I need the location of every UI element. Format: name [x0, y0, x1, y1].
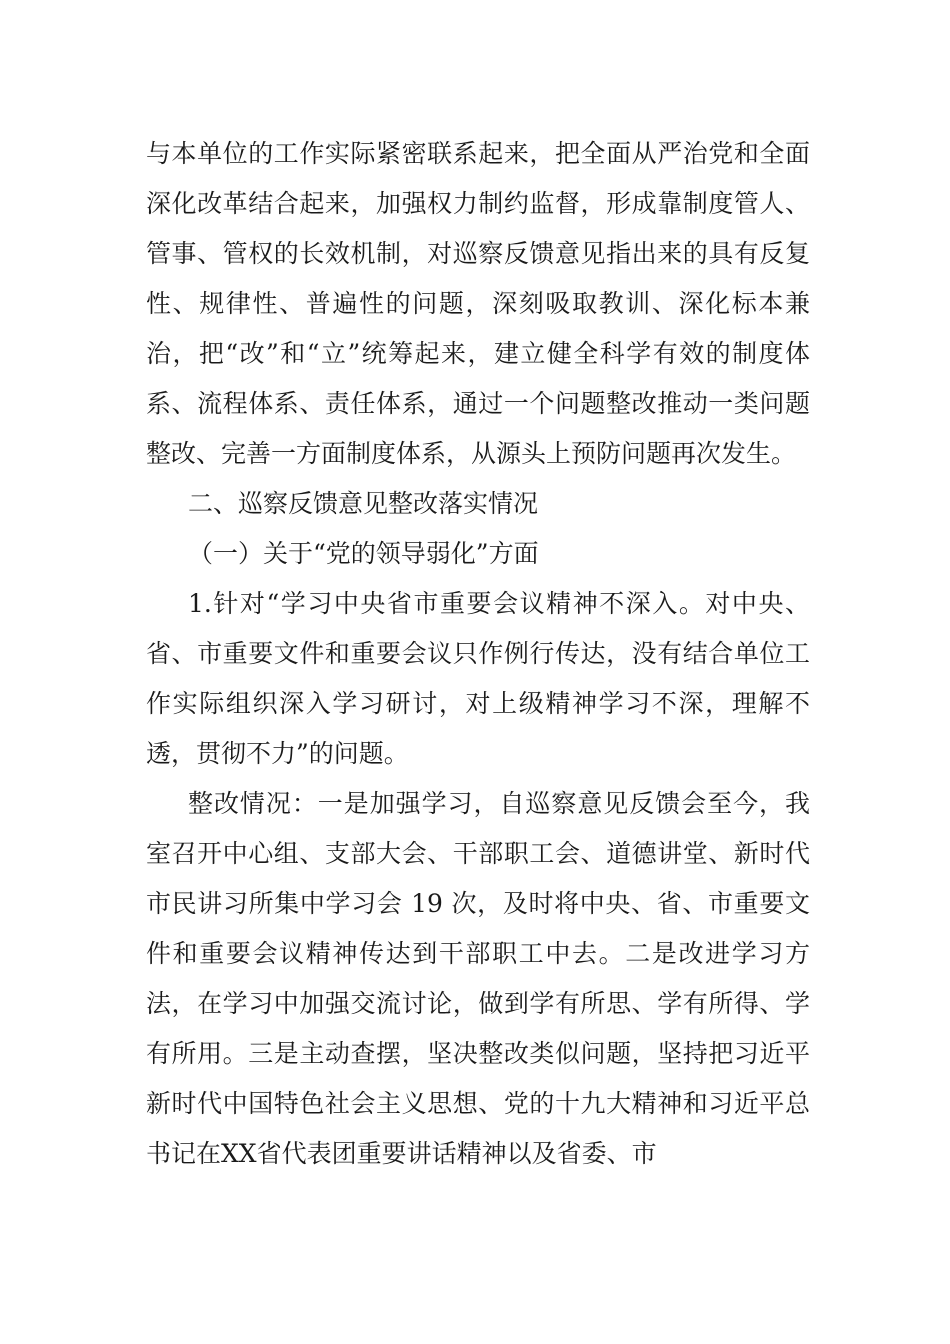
document-body — [146, 129, 810, 1179]
subsection-heading: （一）关于“党的领导弱化”方面 — [188, 539, 539, 568]
issue-paragraph: 1.针对“学习中央省市重要会议精神不深入。对中央、省、市重要文件和重要会议只作例行传达，没有结合单位工作实际组织深入学习研讨，对上级精神学习不深，理解不透，贯彻不力”的问题。 — [146, 589, 810, 768]
paragraph-continuation: 与本单位的工作实际紧密联系起来，把全面从严治党和全面深化改革结合起来，加强权力制约监督，形成靠制度管人、管事、管权的长效机制，对巡察反馈意见指出来的具有反复性、规律性、普遍性的问题，深刻吸取教训、深化标本兼治，把“改”和“立”统筹起来，建立健全科学有效的制度体系、流程体系、责任体系，通过一个问题整改推动一类问题整改、完善一方面制度体系，从源头上预防问题再次发生。 — [146, 139, 810, 468]
section-heading: 二、巡察反馈意见整改落实情况 — [188, 489, 539, 518]
rectification-paragraph: 整改情况：一是加强学习，自巡察意见反馈会至今，我室召开中心组、支部大会、干部职工会、道德讲堂、新时代市民讲习所集中学习会 19 次，及时将中央、省、市重要文件和重要会议精神传达到干部职工中去。二是改进学习方法，在学习中加强交流讨论，做到学有所思、学有所得、学有所用。三是主动查摆，坚决整改类似问题，坚持把习近平新时代中国特色社会主义思想、党的十九大精神和习近平总书记在XX省代表团重要讲话精神以及省委、市 — [146, 789, 810, 1168]
